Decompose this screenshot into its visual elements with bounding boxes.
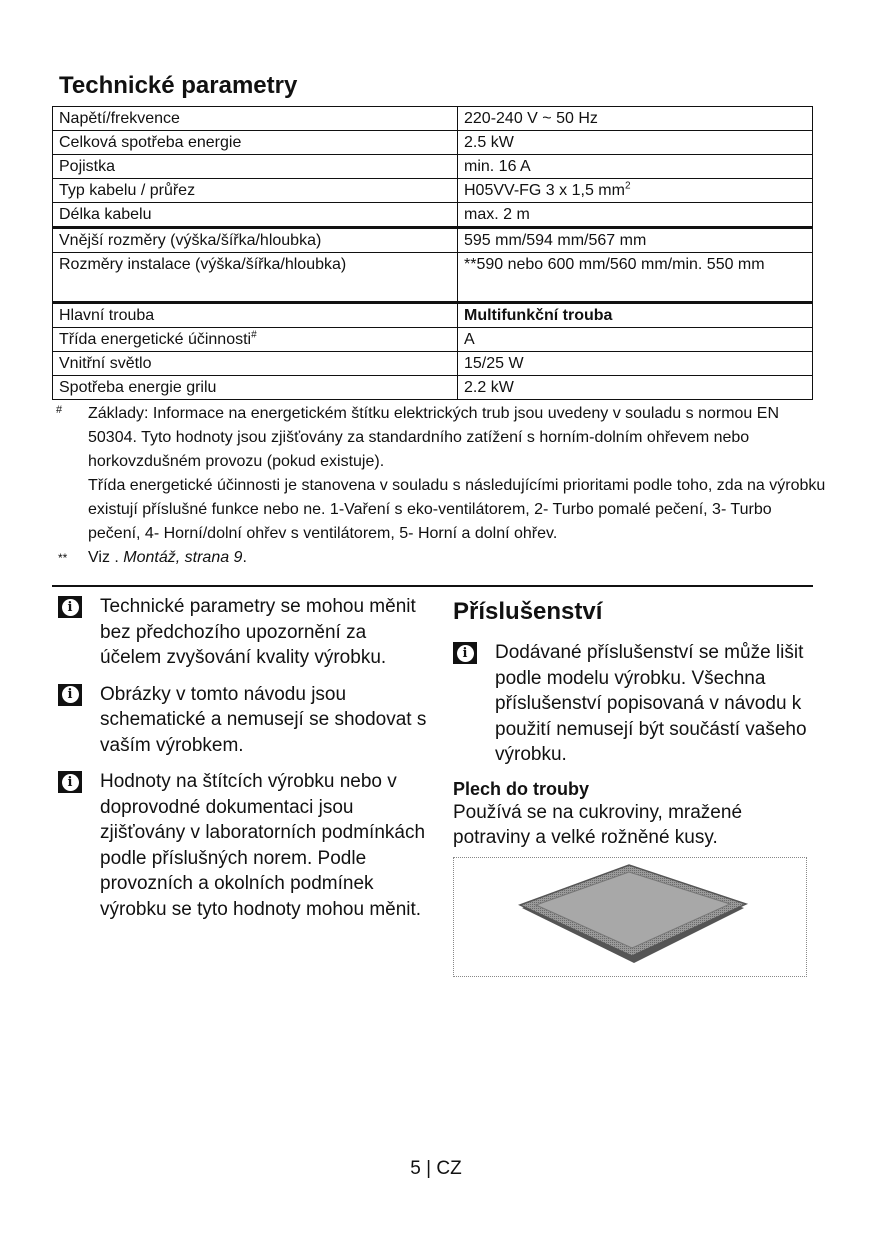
table-row	[53, 253, 813, 303]
footnote-hash	[56, 402, 826, 546]
spec-label: Rozměry instalace (výška/šířka/hloubka)	[53, 253, 458, 303]
spec-label: Celková spotřeba energie	[53, 131, 458, 155]
spec-value: 2.2 kW	[458, 376, 813, 400]
info-note-text: Obrázky v tomto návodu jsou schematické a nemusejí se shodovat s vaším výrobkem.	[100, 683, 427, 756]
spec-value: **590 nebo 600 mm/560 mm/min. 550 mm	[458, 253, 813, 303]
info-icon: i	[58, 771, 82, 793]
table-row	[53, 376, 813, 400]
info-note	[58, 594, 428, 671]
info-icon: i	[58, 684, 82, 706]
table-row	[53, 131, 813, 155]
footnote-text: Viz .	[88, 549, 124, 566]
spec-label: Vnější rozměry (výška/šířka/hloubka)	[53, 228, 458, 253]
table-row	[53, 303, 813, 328]
spec-value: 15/25 W	[458, 352, 813, 376]
spec-label: Délka kabelu	[53, 203, 458, 228]
table-row	[53, 228, 813, 253]
info-note	[453, 640, 813, 768]
info-note	[58, 682, 428, 759]
item-description: Používá se na cukroviny, mražené potraviny a velké rožněné kusy.	[453, 801, 743, 848]
spec-label: Vnitřní světlo	[53, 352, 458, 376]
spec-value: A	[458, 328, 813, 352]
right-column	[453, 598, 813, 977]
spec-label: Typ kabelu / průřez	[53, 179, 458, 203]
spec-value: 220-240 V ~ 50 Hz	[458, 107, 813, 131]
section-heading: Příslušenství	[453, 598, 603, 625]
info-note-text: Dodávané příslušenství se může lišit podle modelu výrobku. Všechna příslušenství popisovaná v návodu k použití nemusejí být součástí vašeho výrobku.	[495, 642, 807, 765]
footnote-marker: **	[58, 551, 68, 565]
table-row	[53, 107, 813, 131]
info-icon: i	[453, 642, 477, 664]
footnote-text: Třída energetické účinnosti je stanovena v souladu s následujícími prioritami podle toho, zda na výrobku existují příslušné funkce nebo ne. 1-Vaření s eko-ventilátorem, 2- Turbo pomalé pečení, 3- Turbo pečení, 4- Horní/dolní ohřev s ventilátorem, 5- Horní a dolní ohřev.	[88, 477, 826, 542]
table-row	[53, 179, 813, 203]
item-title: Plech do trouby	[453, 778, 590, 799]
section-divider	[52, 585, 813, 587]
footnote-text: .	[242, 549, 247, 566]
baking-tray-icon	[454, 858, 806, 976]
spec-label-text: Třída energetické účinnosti	[59, 331, 252, 348]
spec-value: Multifunkční trouba	[458, 303, 813, 328]
table-row	[53, 155, 813, 179]
footnote-reference: Montáž, strana 9	[123, 549, 243, 566]
footnotes	[56, 402, 826, 570]
superscript: 2	[624, 180, 631, 192]
table-row	[53, 203, 813, 228]
info-icon: i	[58, 596, 82, 618]
spec-value	[458, 179, 813, 203]
page-title: Technické parametry	[59, 72, 298, 99]
spec-value: 595 mm/594 mm/567 mm	[458, 228, 813, 253]
spec-value: 2.5 kW	[458, 131, 813, 155]
page-number: 5 | CZ	[410, 1158, 462, 1179]
footnote-star	[56, 546, 826, 570]
info-note	[58, 769, 428, 922]
spec-label	[53, 328, 458, 352]
footnote-text: Základy: Informace na energetickém štítku elektrických trub jsou uvedeny v souladu s normou EN 50304. Tyto hodnoty jsou zjišťovány za standardního zatížení s horním-dolním ohřevem nebo horkovzdušném provozu (pokud existuje).	[88, 405, 779, 470]
footnote-marker: #	[56, 404, 63, 416]
spec-label: Pojistka	[53, 155, 458, 179]
table-row	[53, 352, 813, 376]
left-column	[58, 594, 428, 933]
spec-value: max. 2 m	[458, 203, 813, 228]
spec-value-text: H05VV-FG 3 x 1,5 mm	[464, 182, 625, 199]
spec-label: Spotřeba energie grilu	[53, 376, 458, 400]
spec-label: Hlavní trouba	[53, 303, 458, 328]
info-note-text: Hodnoty na štítcích výrobku nebo v doprovodné dokumentaci jsou zjišťovány v laboratorních podmínkách podle příslušných norem. Podle provozních a okolních podmínek výrobku se tyto hodnoty mohou měnit.	[100, 771, 426, 920]
superscript: #	[251, 329, 257, 341]
table-row	[53, 328, 813, 352]
spec-label: Napětí/frekvence	[53, 107, 458, 131]
spec-table	[52, 106, 813, 400]
baking-tray-figure	[453, 857, 807, 977]
info-note-text: Technické parametry se mohou měnit bez předchozího upozornění za účelem zvyšování kvality výrobku.	[100, 596, 416, 668]
spec-value: min. 16 A	[458, 155, 813, 179]
